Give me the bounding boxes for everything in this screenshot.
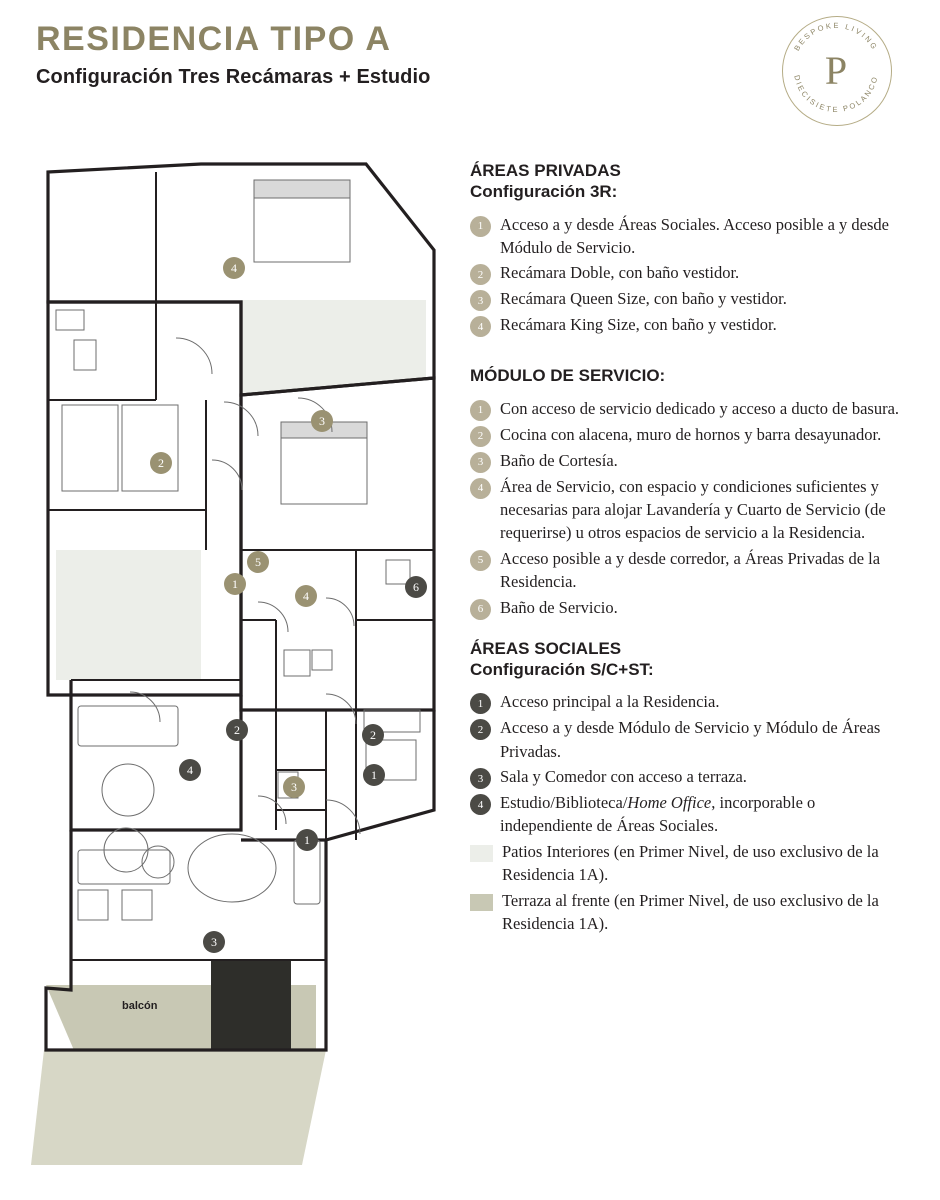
legend-text: Área de Servicio, con espacio y condiciones suficientes y necesarias para alojar Lavandería y Cuarto de Servicio (de requerirse) u otros espacios de servicio a la Residencia. <box>500 476 886 543</box>
spacer <box>470 339 910 365</box>
balcony-label: balcón <box>122 1000 158 1012</box>
plan-marker: 6 <box>405 576 427 598</box>
legend-number: 5 <box>470 550 491 571</box>
legend-number: 3 <box>470 452 491 473</box>
floor-plan <box>26 150 456 1170</box>
legend-number: 2 <box>470 719 491 740</box>
plan-marker: 1 <box>363 764 385 786</box>
section-subtitle-text: Configuración S/C+ST: <box>470 659 654 679</box>
bed-double-a <box>62 405 118 491</box>
legend-text: Con acceso de servicio dedicado y acceso a ducto de basura. <box>500 398 900 418</box>
planter-fill <box>211 960 291 1050</box>
legend-item <box>470 287 910 311</box>
plan-marker: 2 <box>226 719 248 741</box>
legend-number: 4 <box>470 316 491 337</box>
terrace-swatch <box>470 894 493 911</box>
legend-items <box>470 213 910 338</box>
legend-text: Acceso principal a la Residencia. <box>500 692 720 712</box>
legend-item <box>470 690 910 714</box>
legend-text: Estudio/Biblioteca/Home Office, incorporable o independiente de Áreas Sociales. <box>500 793 816 836</box>
plan-marker: 3 <box>203 931 225 953</box>
bath-fixture-a <box>284 650 310 676</box>
logo-bottom-text: DIECISIETE POLANCO <box>792 74 880 115</box>
legend-number: 2 <box>470 426 491 447</box>
legend-number: 2 <box>470 264 491 285</box>
legend-item <box>470 423 910 447</box>
section-title-text: MÓDULO DE SERVICIO: <box>470 366 666 386</box>
plan-marker: 4 <box>179 759 201 781</box>
legend-text: Acceso posible a y desde corredor, a Áreas Privadas de la Residencia. <box>500 548 881 592</box>
legend-item <box>470 397 910 421</box>
legend-items <box>470 397 910 620</box>
legend-section-sociales <box>470 638 910 936</box>
dining-table <box>188 834 276 902</box>
spacer <box>470 622 910 638</box>
legend-text: Sala y Comedor con acceso a terraza. <box>500 767 747 787</box>
legend-text: Recámara Queen Size, con baño y vestidor. <box>500 289 787 309</box>
armchair-b <box>122 890 152 920</box>
legend-text: Terraza al frente (en Primer Nivel, de uso exclusivo de la Residencia 1A). <box>502 890 879 934</box>
legend-item <box>470 791 910 838</box>
logo-top-text: BESPOKE LIVING <box>792 20 880 53</box>
legend-number: 3 <box>470 290 491 311</box>
legend-items <box>470 690 910 935</box>
legend-item <box>470 449 910 473</box>
legend-item <box>470 765 910 789</box>
legend-item <box>470 261 910 285</box>
brand-logo <box>774 8 898 132</box>
section-title <box>470 365 910 386</box>
legend-section-privadas <box>470 160 910 337</box>
legend-item <box>470 213 910 260</box>
plan-marker: 2 <box>150 452 172 474</box>
legend-text: Acceso a y desde Áreas Sociales. Acceso posible a y desde Módulo de Servicio. <box>500 214 889 257</box>
logo-monogram: P <box>824 47 848 93</box>
legend-number: 3 <box>470 768 491 789</box>
shower-a <box>74 340 96 370</box>
legend-number: 6 <box>470 599 491 620</box>
plan-marker: 3 <box>311 410 333 432</box>
legend-item <box>470 716 910 763</box>
page-header <box>36 22 636 89</box>
sofa-living-a <box>78 850 170 884</box>
legend-text: Recámara King Size, con baño y vestidor. <box>500 315 777 335</box>
legend-item <box>470 313 910 337</box>
section-title <box>470 638 910 681</box>
legend-number: 1 <box>470 400 491 421</box>
bed-double-b <box>122 405 178 491</box>
plan-marker: 2 <box>362 724 384 746</box>
legend-text: Cocina con alacena, muro de hornos y barra desayunador. <box>500 424 882 444</box>
legend-number: 1 <box>470 216 491 237</box>
legend-number: 1 <box>470 693 491 714</box>
plan-marker: 4 <box>295 585 317 607</box>
plan-marker: 4 <box>223 257 245 279</box>
section-subtitle-text: Configuración 3R: <box>470 182 618 202</box>
wall-outline-corridor <box>71 680 241 830</box>
plan-marker: 3 <box>283 776 305 798</box>
plan-marker: 5 <box>247 551 269 573</box>
legend-text: Baño de Servicio. <box>500 597 618 617</box>
legend-section-servicio <box>470 365 910 619</box>
legend-text: Recámara Doble, con baño vestidor. <box>500 263 740 283</box>
patio-fill-left <box>56 550 201 680</box>
section-title-text: ÁREAS PRIVADAS <box>470 161 621 180</box>
plan-marker: 1 <box>296 829 318 851</box>
plan-marker: 1 <box>224 573 246 595</box>
terrace-front-fill <box>31 1050 326 1165</box>
sofa-study <box>78 706 178 746</box>
round-table-study <box>102 764 154 816</box>
section-title-text: ÁREAS SOCIALES <box>470 638 622 658</box>
legend-text: Acceso a y desde Módulo de Servicio y Módulo de Áreas Privadas. <box>500 718 881 761</box>
legend-item <box>470 596 910 620</box>
legend-text: Baño de Cortesía. <box>500 450 618 470</box>
section-title <box>470 160 910 203</box>
page-subtitle: Configuración Tres Recámaras + Estudio <box>36 65 431 88</box>
legend-item <box>470 547 910 594</box>
armchair-a <box>78 890 108 920</box>
patio-swatch <box>470 845 493 862</box>
bath-fixture-b <box>312 650 332 670</box>
wc-a <box>56 310 84 330</box>
side-table <box>142 846 174 878</box>
legend-swatch-item <box>470 840 910 887</box>
page-title: RESIDENCIA TIPO A <box>36 20 392 58</box>
legend-swatch-item <box>470 889 910 936</box>
legend-panel <box>470 160 910 938</box>
legend-number: 4 <box>470 478 491 499</box>
legend-text: Patios Interiores (en Primer Nivel, de uso exclusivo de la Residencia 1A). <box>502 841 879 885</box>
legend-number: 4 <box>470 794 491 815</box>
legend-item <box>470 475 910 545</box>
floor-plan-drawing <box>26 150 456 1170</box>
